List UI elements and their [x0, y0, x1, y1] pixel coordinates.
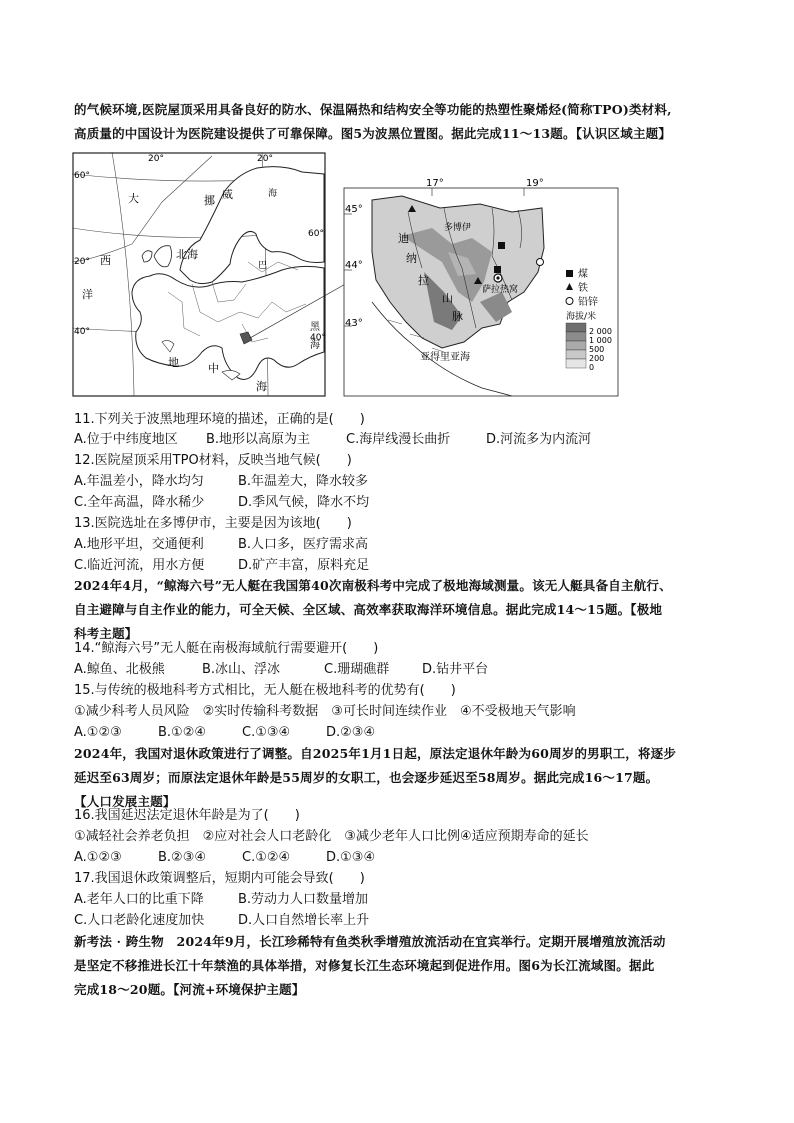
- question-16-stem: 16.我国延迟法定退休年龄是为了( ): [74, 808, 300, 823]
- option-11-d[interactable]: D.河流多为内流河: [486, 432, 592, 447]
- label-60r: 60°: [308, 229, 324, 239]
- option-17-c[interactable]: C.人口老龄化速度加快: [74, 913, 205, 928]
- label-mai-range: 脉: [452, 310, 463, 323]
- label-40r: 40°: [310, 333, 326, 343]
- label-la-range: 拉: [418, 274, 429, 287]
- label-da: 大: [128, 192, 139, 205]
- option-11-c[interactable]: C.海岸线漫长曲折: [346, 432, 451, 447]
- option-13-b[interactable]: B.人口多，医疗需求高: [238, 537, 369, 552]
- option-14-d[interactable]: D.钻井平台: [422, 662, 489, 677]
- legend-elev-1000: 1 000: [589, 336, 612, 345]
- label-beihai-2: 海: [268, 189, 278, 199]
- question-17-options-row-1: [74, 889, 744, 910]
- label-black-sea-1: 黑: [310, 322, 320, 333]
- option-17-d[interactable]: D.人口自然增长率上升: [238, 913, 370, 928]
- intro-passage-2: [74, 574, 734, 646]
- question-17-options-row-2: [74, 910, 744, 931]
- label-lat43: 43°: [345, 318, 363, 329]
- question-11-stem: 11.下列关于波黑地理环境的描述，正确的是( ): [74, 412, 365, 427]
- intro-1-line-2: 高质量的中国设计为医院建设提供了可靠保障。图5为波黑位置图。据此完成11～13题。【认识区域主题】: [74, 126, 672, 141]
- label-lon17: 17°: [426, 178, 444, 189]
- question-12-options-row-1: [74, 471, 744, 492]
- coal-symbol-1: [498, 242, 505, 249]
- intro-4-line-3: 完成18～20题。【河流+环境保护主题】: [74, 982, 305, 997]
- intro-4-line-2: 是坚定不移推进长江十年禁渔的具体举措，对修复长江生态环境起到促进作用。图6为长江流域图。据此: [74, 958, 655, 973]
- label-norway-2: 威: [222, 188, 233, 201]
- label-na-range: 纳: [406, 252, 417, 265]
- intro-2-line-3: 科考主题】: [74, 626, 138, 641]
- legend-elev-500: 500: [589, 345, 605, 354]
- legend-coal-icon: [566, 270, 573, 277]
- label-20w: 20°: [148, 154, 164, 164]
- option-12-b[interactable]: B.年温差大，降水较多: [238, 474, 369, 489]
- label-di: 地: [168, 356, 179, 369]
- label-40: 40°: [74, 327, 90, 337]
- option-15-a[interactable]: A.①②③: [74, 725, 122, 740]
- legend-pbzn-icon: [566, 298, 573, 305]
- option-16-d[interactable]: D.①③④: [326, 850, 376, 865]
- legend-pbzn: 铅锌: [578, 297, 598, 308]
- figure-5-maps: [72, 152, 620, 398]
- label-shan-range: 山: [442, 292, 453, 305]
- legend-elev-2000: 2 000: [589, 327, 612, 336]
- question-13-stem: 13.医院选址在多博伊市，主要是因为该地( ): [74, 516, 352, 531]
- option-13-d[interactable]: D.矿产丰富，原料充足: [238, 558, 370, 573]
- coal-symbol-2: [494, 266, 501, 273]
- option-11-a[interactable]: A.位于中纬度地区: [74, 432, 178, 447]
- question-16-options: [74, 847, 744, 868]
- intro-2-line-1: 2024年4月，“鲸海六号”无人艇在我国第40次南极科考中完成了极地海域测量。该无人艇具备自主航行、: [74, 578, 672, 593]
- label-xi: 西: [100, 254, 111, 267]
- question-14-stem: 14.“鲸海六号”无人艇在南极海域航行需要避开( ): [74, 641, 379, 656]
- question-13-options-row-2: [74, 555, 744, 576]
- question-15-options: [74, 722, 744, 743]
- option-14-c[interactable]: C.珊瑚礁群: [324, 662, 390, 677]
- question-16-items: ①减轻社会养老负担 ②应对社会人口老龄化 ③减少老年人口比例④适应预期寿命的延长: [74, 829, 589, 844]
- option-15-c[interactable]: C.①③④: [242, 725, 291, 740]
- bosnia-map: [344, 178, 618, 396]
- legend-iron: 铁: [578, 283, 588, 294]
- question-11-options: [74, 429, 744, 450]
- intro-1-line-1: 的气候环境,医院屋顶采用具备良好的防水、保温隔热和结构安全等功能的热塑性聚烯烃(简称TPO)类材料,: [74, 102, 672, 117]
- option-16-b[interactable]: B.②③④: [158, 850, 207, 865]
- label-lon19: 19°: [526, 178, 544, 189]
- option-16-c[interactable]: C.①②④: [242, 850, 291, 865]
- option-12-a[interactable]: A.年温差小，降水均匀: [74, 474, 204, 489]
- label-adriatic: 亚得里亚海: [420, 352, 470, 363]
- option-16-a[interactable]: A.①②③: [74, 850, 122, 865]
- option-12-d[interactable]: D.季风气候，降水不均: [238, 495, 370, 510]
- label-60: 60°: [74, 171, 90, 181]
- option-15-b[interactable]: B.①②④: [158, 725, 207, 740]
- intro-4-line-1: 新考法 · 跨生物 2024年9月，长江珍稀特有鱼类秋季增殖放流活动在宜宾举行。定期开展增殖放流活动: [74, 934, 666, 949]
- intro-2-line-2: 自主避障与自主作业的能力，可全天候、全区域、高效率获取海洋环境信息。据此完成14～15题。【极地: [74, 602, 663, 617]
- option-15-d[interactable]: D.②③④: [326, 725, 376, 740]
- label-ba: 巴: [258, 261, 268, 271]
- intro-passage-3: [74, 742, 734, 814]
- question-13-options-row-1: [74, 534, 744, 555]
- label-zhong: 中: [208, 362, 219, 375]
- label-yang: 洋: [82, 288, 93, 301]
- intro-3-line-2: 延迟至63周岁；而原法定退休年龄是55周岁的女职工，也会逐步延迟至58周岁。据此完成16～17题。: [74, 770, 659, 785]
- question-15-items: ①减少科考人员风险 ②实时传输科考数据 ③可长时间连续作业 ④不受极地天气影响: [74, 704, 576, 719]
- label-black-sea-2: 海: [310, 340, 320, 351]
- intro-3-line-3: 【人口发展主题】: [74, 794, 176, 809]
- label-hai: 海: [256, 380, 267, 393]
- label-beihai: 北海: [176, 248, 198, 261]
- option-17-b[interactable]: B.劳动力人口数量增加: [238, 892, 369, 907]
- europe-map: [72, 152, 356, 396]
- option-13-a[interactable]: A.地形平坦，交通便利: [74, 537, 204, 552]
- option-14-a[interactable]: A.鲸鱼、北极熊: [74, 662, 165, 677]
- label-di-range: 迪: [398, 232, 409, 245]
- intro-passage-4: [74, 930, 734, 1002]
- label-lat45: 45°: [345, 204, 363, 215]
- question-12-options-row-2: [74, 492, 744, 513]
- legend-elev-200: 200: [589, 354, 605, 363]
- label-20e: 20°: [257, 154, 273, 164]
- question-12-stem: 12.医院屋顶采用TPO材料，反映当地气候( ): [74, 453, 352, 468]
- pbzn-symbol-1: [537, 259, 544, 266]
- option-13-c[interactable]: C.临近河流，用水方便: [74, 558, 205, 573]
- label-20-ocean: 20°: [74, 257, 90, 267]
- option-11-b[interactable]: B.地形以高原为主: [206, 432, 311, 447]
- question-14-options: [74, 659, 744, 680]
- option-17-a[interactable]: A.老年人口的比重下降: [74, 892, 204, 907]
- option-14-b[interactable]: B.冰山、浮冰: [202, 662, 281, 677]
- legend-coal: 煤: [578, 269, 588, 280]
- question-15-stem: 15.与传统的极地科考方式相比，无人艇在极地科考的优势有( ): [74, 683, 456, 698]
- option-12-c[interactable]: C.全年高温，降水稀少: [74, 495, 205, 510]
- label-sarajevo: 萨拉热窝: [482, 285, 519, 295]
- intro-passage-1: [74, 98, 734, 146]
- label-dobo: 多博伊: [444, 223, 472, 233]
- legend-elevation-title: 海拔/米: [566, 312, 597, 322]
- label-lat44: 44°: [345, 260, 363, 271]
- label-norway-1: 挪: [204, 194, 215, 207]
- intro-3-line-1: 2024年，我国对退休政策进行了调整。自2025年1月1日起，原法定退休年龄为60周岁的男职工，将逐步: [74, 746, 677, 761]
- legend-elev-0: 0: [589, 363, 595, 372]
- question-17-stem: 17.我国退休政策调整后，短期内可能会导致( ): [74, 871, 365, 886]
